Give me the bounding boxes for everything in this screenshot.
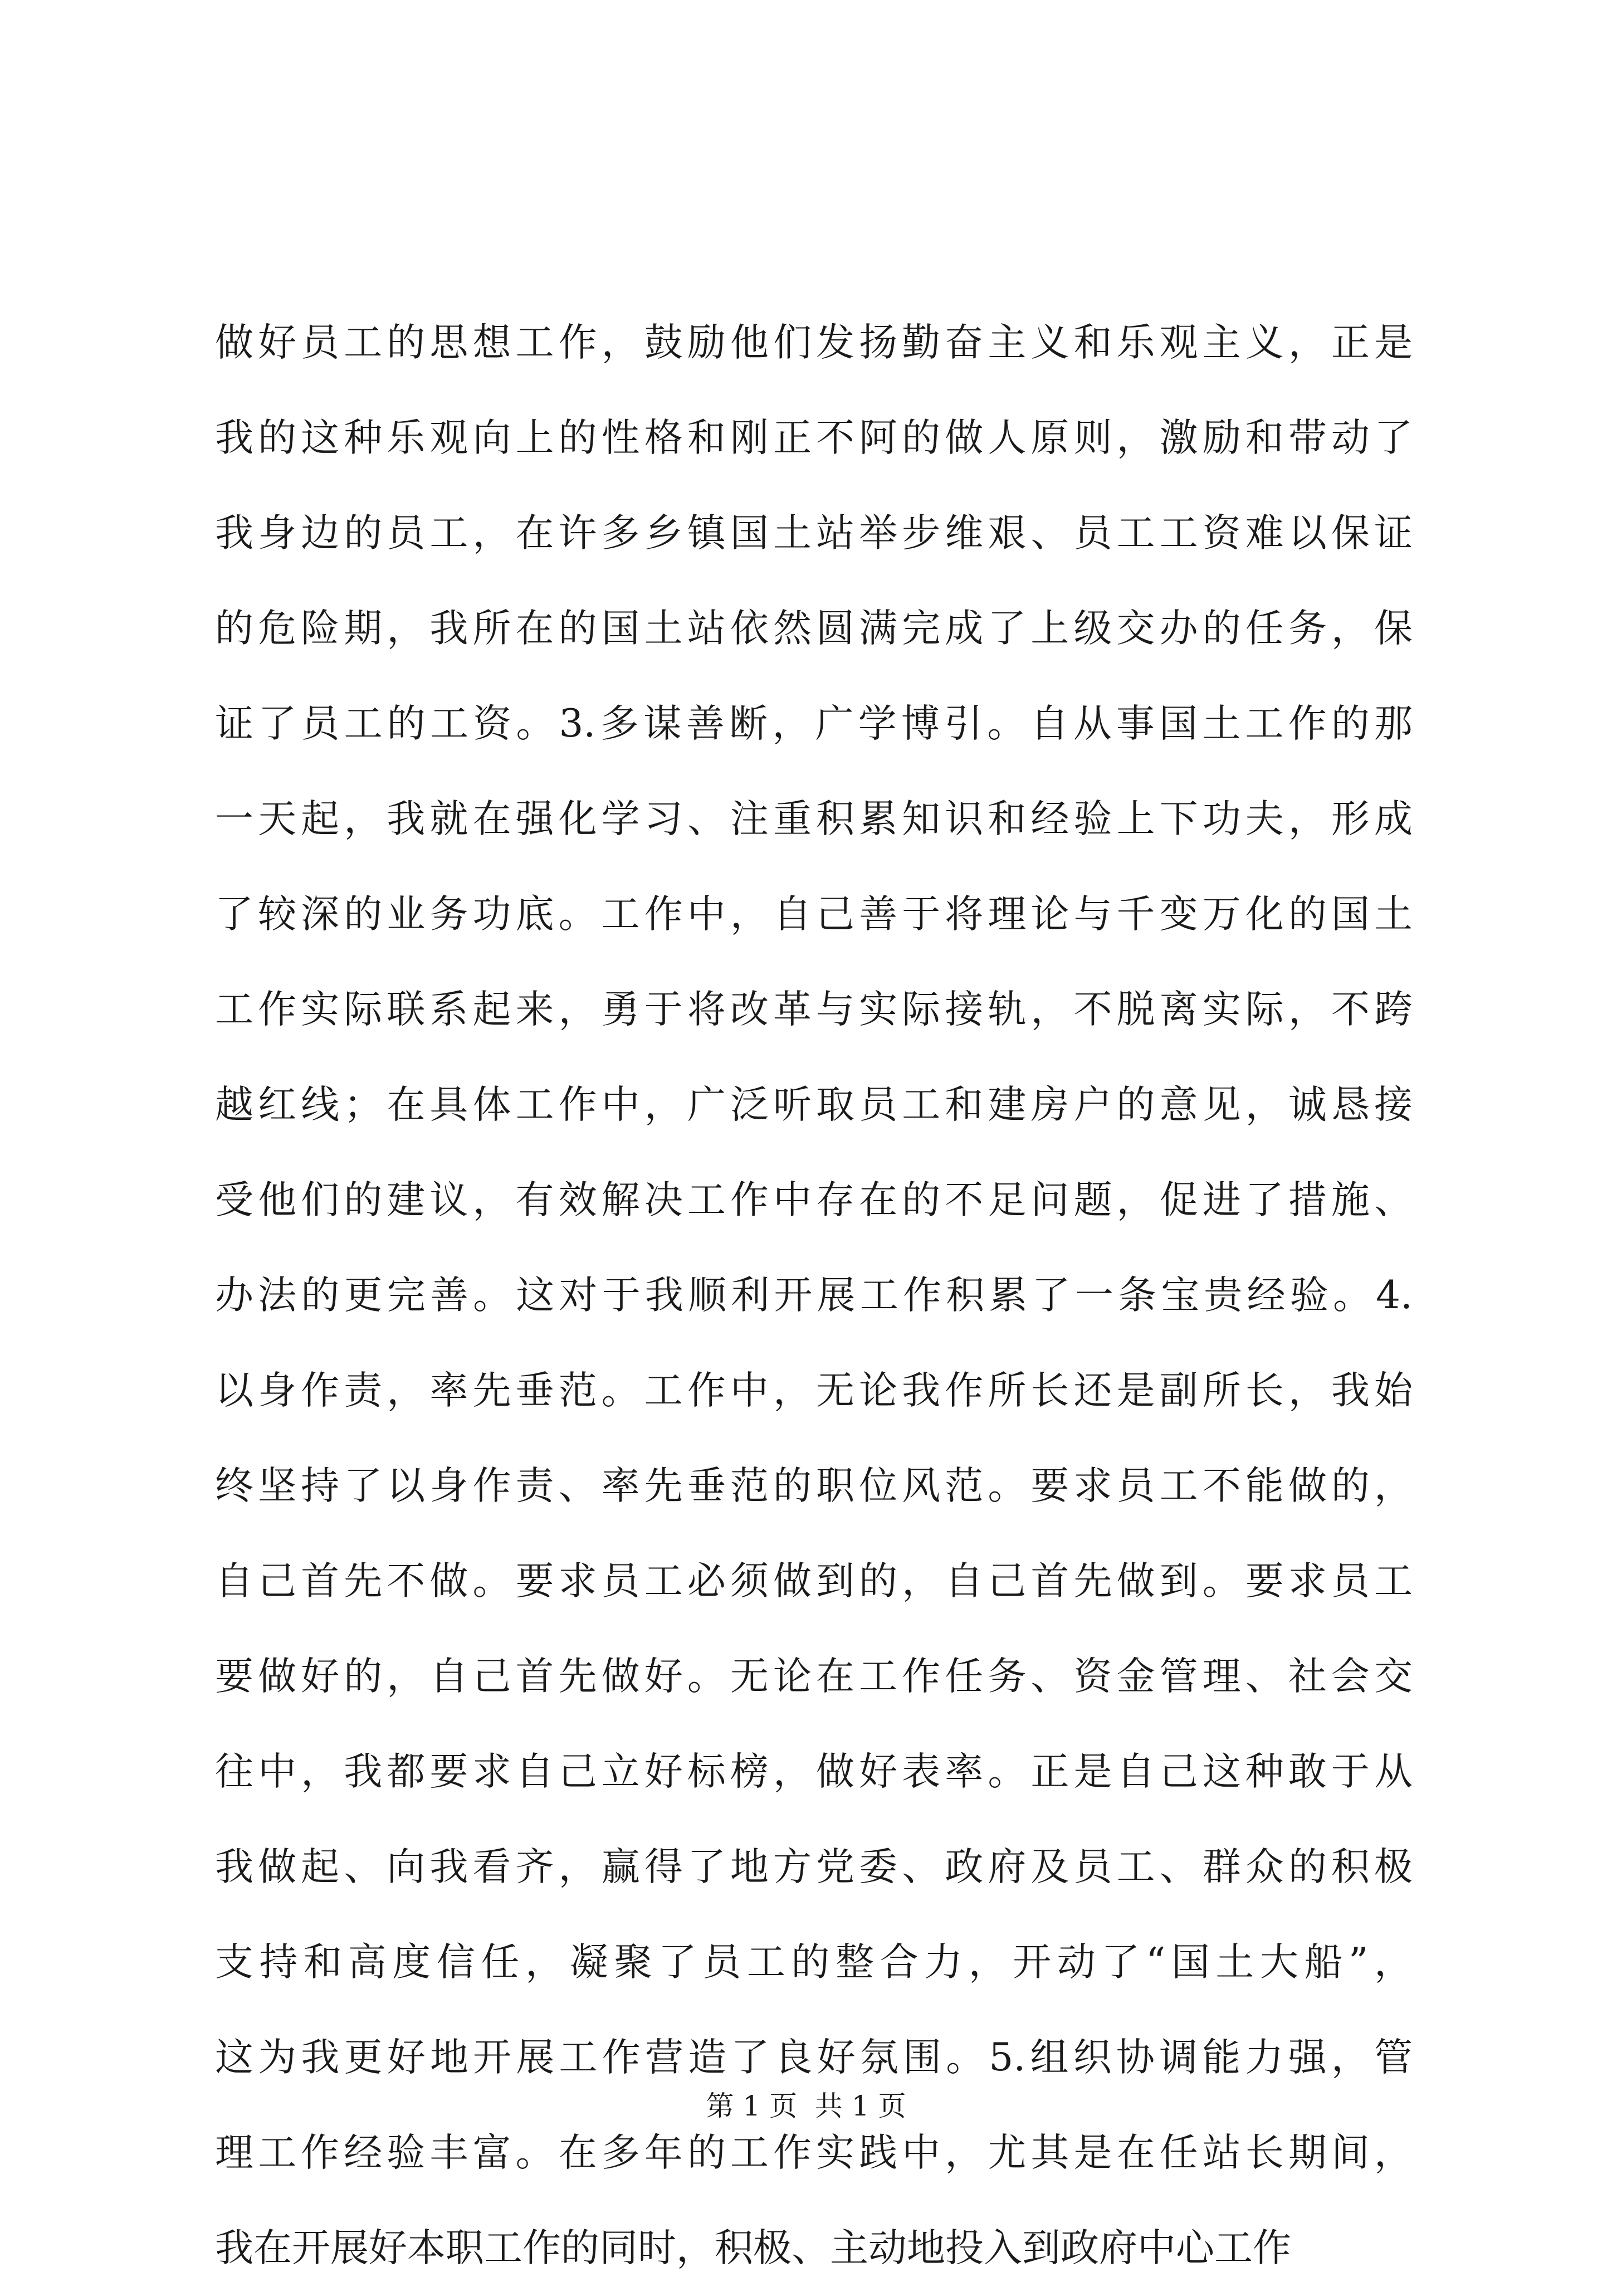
text-line: 往中，我都要求自己立好标榜，做好表率。正是自己这种敢于从 [215,1749,1413,1794]
text-line: 证了员工的工资。3.多谋善断，广学博引。自从事国土工作的那 [215,701,1413,746]
text-line: 办法的更完善。这对于我顺利开展工作积累了一条宝贵经验。4. [215,1273,1413,1318]
text-line: 了较深的业务功底。工作中，自己善于将理论与千变万化的国土 [215,892,1413,937]
text-line: 支持和高度信任，凝聚了员工的整合力，开动了“国土大船”， [215,1940,1413,1985]
text-line: 做好员工的思想工作，鼓励他们发扬勤奋主义和乐观主义，正是 [215,320,1413,365]
text-line: 要做好的，自己首先做好。无论在工作任务、资金管理、社会交 [215,1654,1413,1699]
text-line: 终坚持了以身作责、率先垂范的职位风范。要求员工不能做的， [215,1464,1413,1508]
text-line: 我在开展好本职工作的同时，积极、主动地投入到政府中心工作 [215,2226,1291,2270]
text-line: 我做起、向我看齐，赢得了地方党委、政府及员工、群众的积极 [215,1845,1413,1889]
text-line: 的危险期，我所在的国土站依然圆满完成了上级交办的任务，保 [215,606,1413,651]
text-line: 理工作经验丰富。在多年的工作实践中，尤其是在任站长期间， [215,2131,1413,2175]
page-number-label: 第 1 页 共 1 页 [706,2090,906,2122]
text-line: 工作实际联系起来，勇于将改革与实际接轨，不脱离实际，不跨 [215,987,1413,1032]
text-line: 以身作责，率先垂范。工作中，无论我作所长还是副所长，我始 [215,1368,1413,1413]
body-text [215,295,1413,2296]
text-line: 我的这种乐观向上的性格和刚正不阿的做人原则，激励和带动了 [215,416,1413,460]
text-line: 一天起，我就在强化学习、注重积累知识和经验上下功夫，形成 [215,797,1413,841]
text-line: 我身边的员工，在许多乡镇国土站举步维艰、员工工资难以保证 [215,511,1413,555]
text-line: 受他们的建议，有效解决工作中存在的不足问题，促进了措施、 [215,1178,1413,1222]
text-line: 自己首先不做。要求员工必须做到的，自己首先做到。要求员工 [215,1559,1413,1603]
page-footer [0,2087,1612,2126]
text-line: 越红线；在具体工作中，广泛听取员工和建房户的意见，诚恳接 [215,1083,1413,1127]
text-line: 这为我更好地开展工作营造了良好氛围。5.组织协调能力强，管 [215,2035,1413,2080]
